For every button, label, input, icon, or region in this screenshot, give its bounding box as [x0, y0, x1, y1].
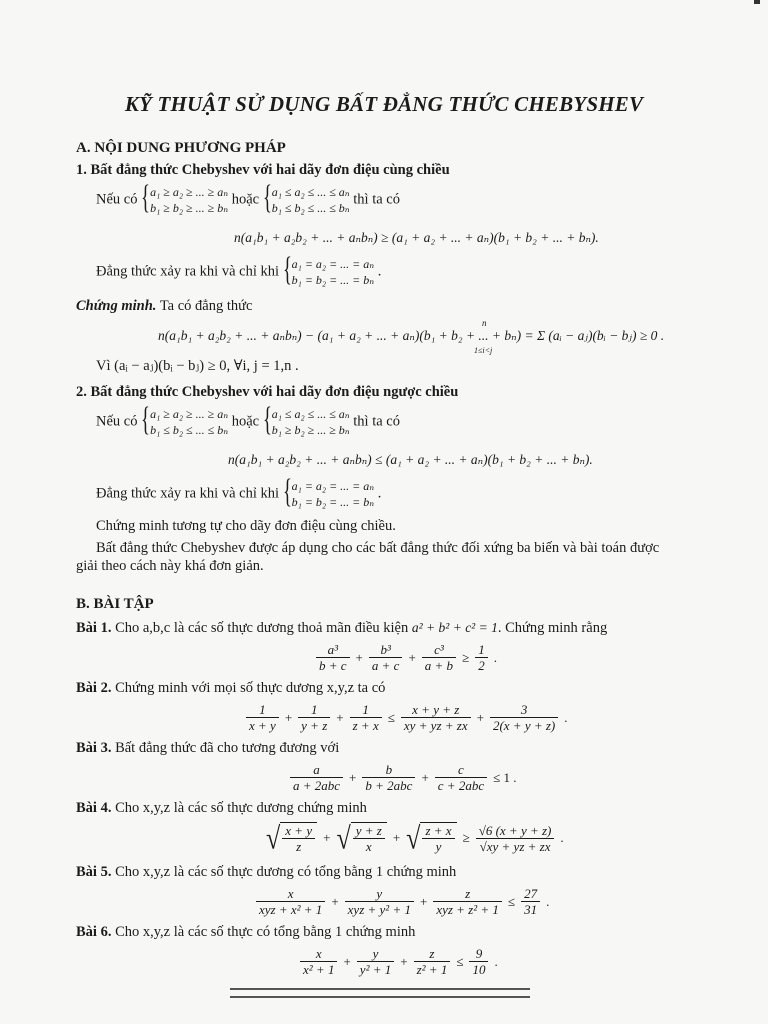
- sequence-system-asc: { a₁ ≤ a₂ ≤ ... ≤ aₙ b₁ ≤ b₂ ≤ ... ≤ bₙ: [262, 179, 350, 216]
- sequence-system-1: { a₁ ≥ a₂ ≥ ... ≥ aₙ b₁ ≤ b₂ ≤ ... ≤ bₙ: [141, 401, 229, 438]
- problem-6: [76, 924, 415, 941]
- problem-1-formula: [316, 642, 499, 673]
- plus-sign: +: [284, 709, 293, 725]
- problem-5-formula: [256, 886, 551, 917]
- system-row: a₁ ≤ a₂ ≤ ... ≤ aₙ: [271, 185, 350, 199]
- document-title: KỸ THUẬT SỬ DỤNG BẤT ĐẲNG THỨC CHEBYSHEV: [124, 92, 644, 116]
- equality-system: { a₁ = a₂ = ... = aₙ b₁ = b₂ = ... = bₙ: [282, 251, 375, 288]
- problem-text: Chứng minh với mọi số thực dương x,y,z ta có: [115, 680, 386, 696]
- proof-line: [76, 298, 252, 315]
- section-b-heading: B. BÀI TẬP: [76, 596, 154, 612]
- problem-3: [76, 740, 339, 757]
- fraction: $\frac{c}{\text{c + 2abc}}$: [435, 762, 487, 793]
- sub2-heading: 2. Bất đẳng thức Chebyshev với hai dãy đơn điệu ngược chiều: [76, 384, 459, 400]
- fraction: $\frac{3}{2(x + y + z)}$: [490, 702, 558, 733]
- fraction: $\frac{y}{\text{xyz + y² + 1}}$: [345, 886, 414, 917]
- sub2-condition-line: [96, 401, 400, 438]
- similar-proof-text: Chứng minh tương tự cho dãy đơn điệu cùng chiều.: [96, 518, 396, 534]
- then-text: thì ta có: [353, 413, 400, 430]
- fraction: $\frac{x}{\text{xyz + x² + 1}}$: [256, 886, 325, 917]
- problem-label: Bài 2.: [76, 680, 112, 696]
- problem-5: [76, 864, 456, 881]
- system-row: b₁ ≥ b₂ ≥ ... ≥ bₙ: [150, 201, 229, 215]
- problem-2-formula: [246, 702, 570, 733]
- end-divider: [230, 988, 530, 998]
- period: .: [564, 709, 568, 725]
- plus-sign: +: [421, 769, 429, 785]
- problem-text: Cho x,y,z là các số thực có tổng bằng 1 chứng minh: [115, 924, 416, 940]
- proof-label: Chứng minh.: [76, 298, 157, 314]
- system-row: a₁ ≤ a₂ ≤ ... ≤ aₙ: [271, 407, 350, 421]
- system-row: a₁ = a₂ = ... = aₙ: [291, 257, 375, 271]
- problem-6-formula: [300, 946, 500, 977]
- fraction: $\frac{1}{x + y}$: [246, 702, 279, 733]
- fraction: $\frac{1}{y + z}$: [298, 702, 330, 733]
- relation-sign: ≤: [507, 893, 516, 909]
- fraction: $\frac{a}{\text{a + 2abc}}$: [290, 762, 343, 793]
- plus-sign: +: [400, 953, 408, 969]
- problem-3-formula: [290, 762, 518, 793]
- fraction: $\frac{27}{31}$: [521, 886, 540, 917]
- problem-condition: a² + b² + c² = 1: [411, 620, 498, 635]
- problem-2: [76, 680, 385, 697]
- chebyshev-formula-same: n(a₁b₁ + a₂b₂ + ... + aₙbₙ) ≥ (a₁ + a₂ + ... + aₙ)(b₁ + b₂ + ... + bₙ).: [234, 230, 599, 245]
- problem-text: Cho x,y,z là các số thực dương có tổng bằng 1 chứng minh: [115, 864, 457, 880]
- square-root: √ $\frac{y + z}{x}$: [336, 822, 386, 854]
- system-row: b₁ ≤ b₂ ≤ ... ≤ bₙ: [150, 423, 229, 437]
- then-text: thì ta có: [353, 191, 400, 208]
- problem-1: [76, 620, 607, 637]
- note-line-1: Bất đẳng thức Chebyshev được áp dụng cho các bất đẳng thức đối xứng ba biến và bài toán được: [96, 540, 660, 556]
- period: .: [494, 953, 498, 969]
- scan-mark: [754, 0, 760, 4]
- fraction: $\frac{x + y + z}{xy + yz + zx}$: [401, 702, 471, 733]
- problem-label: Bài 4.: [76, 800, 112, 816]
- proof-formula: [158, 328, 664, 344]
- equality-text: Đẳng thức xảy ra khi và chỉ khi: [96, 485, 280, 502]
- sum-upper-limit: n: [482, 318, 487, 328]
- plus-sign: +: [408, 649, 416, 665]
- section-a-heading: A. NỘI DUNG PHƯƠNG PHÁP: [76, 140, 286, 156]
- system-row: b₁ = b₂ = ... = bₙ: [291, 273, 375, 287]
- problem-4-formula: [266, 822, 566, 854]
- relation-sign: ≥: [462, 830, 470, 845]
- system-row: b₁ = b₂ = ... = bₙ: [291, 495, 375, 509]
- relation-sign: ≤ 1 .: [493, 769, 517, 785]
- problem-text: Bất đẳng thức đã cho tương đương với: [115, 740, 340, 756]
- if-text: Nếu có: [96, 413, 138, 430]
- system-row: a₁ ≥ a₂ ≥ ... ≥ aₙ: [150, 185, 229, 199]
- fraction: $\frac{9}{10}$: [469, 946, 488, 977]
- plus-sign: +: [355, 649, 363, 665]
- system-row: b₁ ≥ b₂ ≥ ... ≥ bₙ: [271, 423, 350, 437]
- fraction: $\frac{1}{2}$: [475, 642, 488, 673]
- problem-label: Bài 3.: [76, 740, 112, 756]
- sequence-system-2: { a₁ ≤ a₂ ≤ ... ≤ aₙ b₁ ≥ b₂ ≥ ... ≥ bₙ: [262, 401, 350, 438]
- fraction: $\frac{√6 (x + y + z)}{√xy + yz + zx}$: [476, 823, 555, 854]
- period: .: [493, 649, 497, 665]
- problem-tail: . Chứng minh rằng: [497, 620, 608, 636]
- sum-lower-limit: 1≤i<j: [474, 346, 493, 355]
- problem-4: [76, 800, 367, 817]
- equality-system: { a₁ = a₂ = ... = aₙ b₁ = b₂ = ... = bₙ: [282, 473, 375, 510]
- period: .: [546, 893, 550, 909]
- problem-text: Cho x,y,z là các số thực dương chứng minh: [115, 800, 367, 816]
- problem-label: Bài 5.: [76, 864, 112, 880]
- square-root: √ $\frac{z + x}{y}$: [406, 822, 456, 854]
- fraction: $\frac{y}{\text{y² + 1}}$: [357, 946, 394, 977]
- note-line-2: giải theo cách này khá đơn giản.: [76, 558, 264, 574]
- plus-sign: +: [336, 709, 344, 725]
- fraction: $\frac{x}{\text{x² + 1}}$: [300, 946, 337, 977]
- proof-formula-text: n(a₁b₁ + a₂b₂ + ... + aₙbₙ) − (a₁ + a₂ + ... + aₙ)(b₁ + b₂ + ... + bₙ) = Σ (aᵢ − aⱼ)(bᵢ − bⱼ) ≥ 0 .: [158, 328, 665, 343]
- or-text: hoặc: [231, 413, 260, 430]
- problem-text: Cho a,b,c là các số thực dương thoả mãn điều kiện: [115, 620, 409, 636]
- if-text: Nếu có: [96, 191, 138, 208]
- system-row: b₁ ≤ b₂ ≤ ... ≤ bₙ: [271, 201, 350, 215]
- equality-line-1: Đẳng thức xảy ra khi và chỉ khi { a₁ = a₂ = ... = aₙ b₁ = b₂ = ... = bₙ .: [96, 251, 382, 288]
- sub1-heading: 1. Bất đẳng thức Chebyshev với hai dãy đơn điệu cùng chiều: [76, 162, 450, 178]
- fraction: $\frac{z}{\text{xyz + z² + 1}}$: [433, 886, 502, 917]
- fraction: $\frac{1}{z + x}$: [350, 702, 382, 733]
- fraction: $\frac{b}{\text{b + 2abc}}$: [362, 762, 415, 793]
- equality-line-2: Đẳng thức xảy ra khi và chỉ khi { a₁ = a₂ = ... = aₙ b₁ = b₂ = ... = bₙ .: [96, 473, 382, 510]
- system-row: a₁ = a₂ = ... = aₙ: [291, 479, 375, 493]
- equality-text: Đẳng thức xảy ra khi và chỉ khi: [96, 263, 280, 280]
- sequence-system-desc: { a₁ ≥ a₂ ≥ ... ≥ aₙ b₁ ≥ b₂ ≥ ... ≥ bₙ: [141, 179, 229, 216]
- plus-sign: +: [392, 830, 401, 845]
- fraction: $\frac{\text{b³}}{a + c}$: [369, 642, 403, 673]
- because-line: Vì (aᵢ − aⱼ)(bᵢ − bⱼ) ≥ 0, ∀i, j = 1,n .: [96, 358, 299, 374]
- plus-sign: +: [349, 769, 357, 785]
- problem-label: Bài 6.: [76, 924, 112, 940]
- relation-sign: ≤: [456, 953, 464, 969]
- chebyshev-formula-opposite: n(a₁b₁ + a₂b₂ + ... + aₙbₙ) ≤ (a₁ + a₂ + ... + aₙ)(b₁ + b₂ + ... + bₙ).: [228, 452, 593, 467]
- relation-sign: ≤: [387, 709, 395, 725]
- or-text: hoặc: [231, 191, 260, 208]
- fraction: $\frac{\text{c³}}{a + b}$: [422, 642, 456, 673]
- period: .: [560, 830, 564, 845]
- relation-sign: ≥: [462, 649, 470, 665]
- sub1-condition-line: [96, 179, 400, 216]
- fraction: $\frac{z}{\text{z² + 1}}$: [414, 946, 451, 977]
- fraction: $\frac{\text{a³}}{b + c}$: [316, 642, 350, 673]
- plus-sign: +: [343, 953, 351, 969]
- plus-sign: +: [476, 709, 484, 725]
- plus-sign: +: [323, 830, 331, 845]
- proof-text: Ta có đẳng thức: [159, 298, 253, 314]
- plus-sign: +: [331, 893, 339, 909]
- system-row: a₁ ≥ a₂ ≥ ... ≥ aₙ: [150, 407, 229, 421]
- problem-label: Bài 1.: [76, 620, 112, 636]
- plus-sign: +: [419, 893, 428, 909]
- square-root: √ $\frac{x + y}{z}$: [266, 822, 317, 854]
